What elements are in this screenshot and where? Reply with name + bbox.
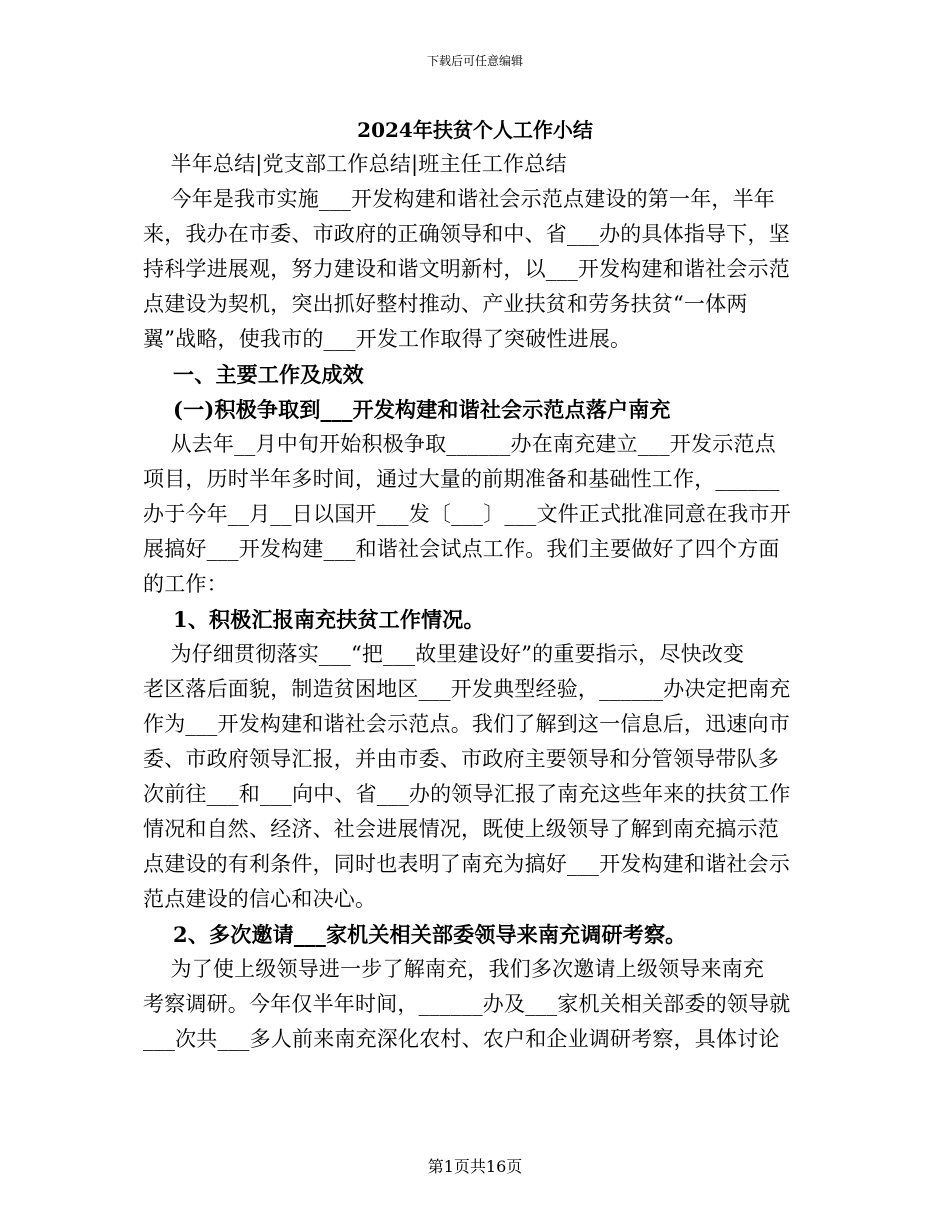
body-text-line: 委、市政府领导汇报，并由市委、市政府主要领导和分管领导带队多 bbox=[143, 747, 779, 771]
body-text-line: 为仔细贯彻落实___“把___故里建设好”的重要指示，尽快改变 bbox=[143, 642, 745, 666]
body-text-line: 次前往___和___向中、省___办的领导汇报了南充这些年来的扶贫工作 bbox=[143, 782, 791, 806]
body-text-line: 项目，历时半年多时间，通过大量的前期准备和基础性工作，______ bbox=[143, 467, 780, 491]
page-footer: 第1页共16页 bbox=[427, 1157, 523, 1176]
body-text-line: 考察调研。今年仅半年时间，______办及___家机关相关部委的领导就 bbox=[143, 992, 791, 1016]
body-text-line: 点建设的有利条件，同时也表明了南充为搞好___开发构建和谐社会示 bbox=[143, 852, 790, 876]
body-text-line: 展搞好___开发构建___和谐社会试点工作。我们主要做好了四个方面 bbox=[143, 537, 780, 561]
document-title: 2024年扶贫个人工作小结 bbox=[357, 118, 593, 142]
body-text-line: 情况和自然、经济、社会进展情况，既使上级领导了解到南充搞示范 bbox=[143, 817, 779, 841]
body-text-line: 的工作： bbox=[143, 572, 228, 596]
document-body bbox=[143, 147, 808, 1057]
body-text-line: 办于今年__月__日以国开___发〔___〕___文件正式批准同意在我市开 bbox=[143, 502, 791, 526]
section-heading: 2、多次邀请___家机关相关部委领导来南充调研考察。 bbox=[143, 922, 687, 947]
body-text-line: 老区落后面貌，制造贫困地区___开发典型经验，______办决定把南充 bbox=[143, 677, 791, 701]
body-text-line: ___次共___多人前来南充深化农村、农户和企业调研考察，具体讨论 bbox=[143, 1027, 780, 1051]
body-text-line: 翼”战略，使我市的___开发工作取得了突破性进展。 bbox=[143, 327, 632, 351]
body-text-line: 范点建设的信心和决心。 bbox=[143, 887, 377, 911]
page-header: 下载后可任意编辑 bbox=[426, 54, 523, 68]
section-heading: (一)积极争取到___开发构建和谐社会示范点落户南充 bbox=[143, 397, 671, 422]
body-text-line: 今年是我市实施___开发构建和谐社会示范点建设的第一年，半年 bbox=[143, 187, 775, 211]
body-text-line: 为了使上级领导进一步了解南充，我们多次邀请上级领导来南充 bbox=[143, 957, 765, 981]
section-heading: 一、主要工作及成效 bbox=[143, 362, 364, 387]
body-text-line: 持科学进展观，努力建设和谐文明新村，以___开发构建和谐社会示范 bbox=[143, 257, 790, 281]
body-text-line: 点建设为契机，突出抓好整村推动、产业扶贫和劳务扶贫“一体两 bbox=[143, 292, 748, 316]
section-heading: 1、积极汇报南充扶贫工作情况。 bbox=[143, 607, 485, 632]
body-text-line: 从去年__月中旬开始积极争取______办在南充建立___开发示范点 bbox=[143, 432, 776, 456]
body-text-line: 作为___开发构建和谐社会示范点。我们了解到这一信息后，迅速向市 bbox=[143, 712, 790, 736]
body-text-line: 来，我办在市委、市政府的正确领导和中、省___办的具体指导下，坚 bbox=[143, 222, 790, 246]
body-text-line: 半年总结|党支部工作总结|班主任工作总结 bbox=[143, 152, 567, 176]
